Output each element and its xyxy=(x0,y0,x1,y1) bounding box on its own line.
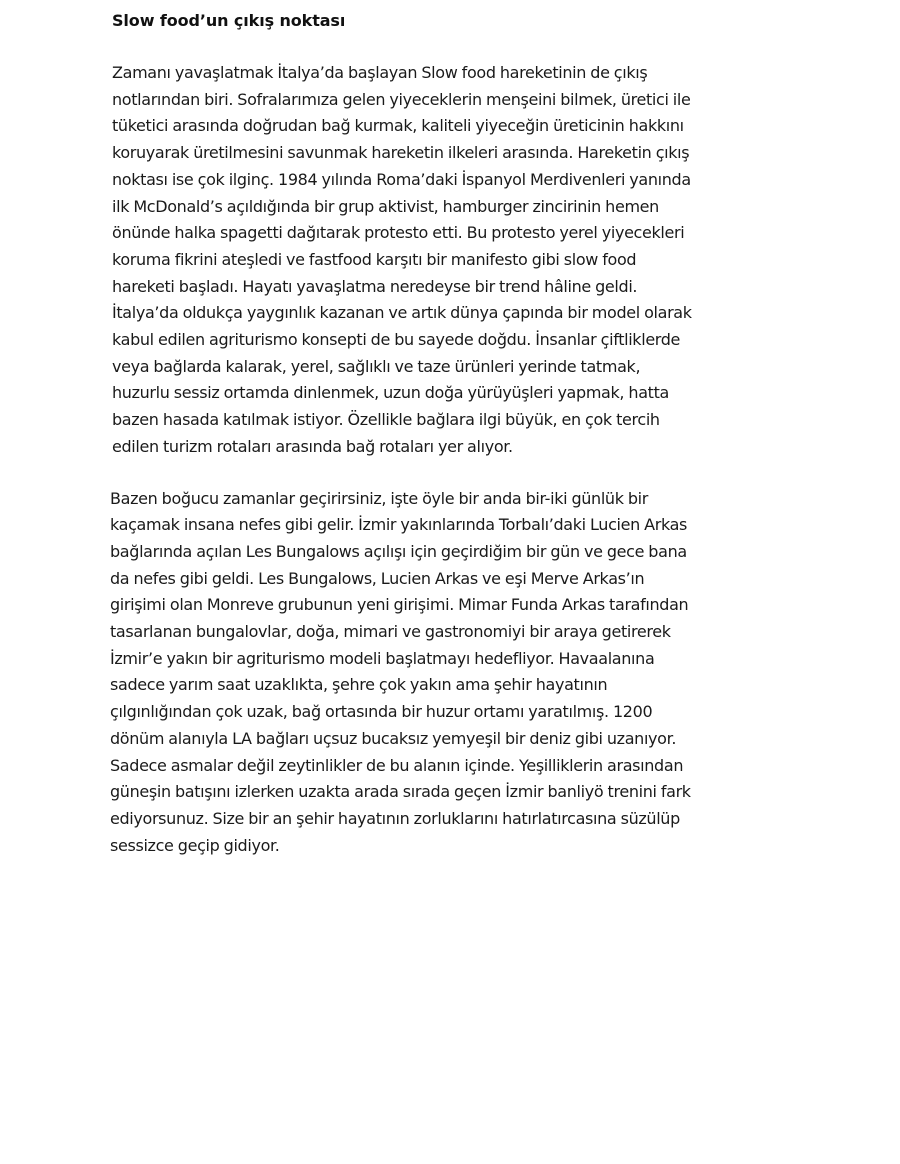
text-line: Zamanı yavaşlatmak İtalya’da başlayan Slow food hareketinin de çıkış xyxy=(112,63,648,82)
text-line: hareketi başladı. Hayatı yavaşlatma neredeyse bir trend hâline geldi. xyxy=(112,276,638,296)
text-line: girişimi olan Monreve grubunun yeni girişimi. Mimar Funda Arkas tarafından xyxy=(110,595,689,615)
text-line: koruma fikrini ateşledi ve fastfood karşıtı bir manifesto gibi slow food xyxy=(112,249,637,269)
text-line: noktası ise çok ilginç. 1984 yılında Roma’daki İspanyol Merdivenleri yanında xyxy=(112,169,691,189)
text-line: koruyarak üretilmesini savunmak hareketin ilkeleri arasında. Hareketin çıkış xyxy=(112,143,690,163)
text-line: sessizce geçip gidiyor. xyxy=(110,835,280,855)
text-line: huzurlu sessiz ortamda dinlenmek, uzun doğa yürüyüşleri yapmak, hatta xyxy=(112,383,669,403)
text-line: bazen hasada katılmak istiyor. Özellikle bağlara ilgi büyük, en çok tercih xyxy=(112,410,660,430)
text-line: notlarından biri. Sofralarımıza gelen yiyeceklerin menşeini bilmek, üretici ile xyxy=(112,89,691,109)
text-line: edilen turizm rotaları arasında bağ rotaları yer alıyor. xyxy=(112,436,513,456)
text-line: tüketici arasında doğrudan bağ kurmak, kaliteli yiyeceğin üreticinin hakkını xyxy=(112,116,684,136)
article-body xyxy=(112,8,752,859)
text-line: önünde halka spagetti dağıtarak protesto etti. Bu protesto yerel yiyecekleri xyxy=(112,223,685,243)
text-line: ilk McDonald’s açıldığında bir grup aktivist, hamburger zincirinin hemen xyxy=(112,196,659,216)
text-line: ediyorsunuz. Size bir an şehir hayatının zorluklarını hatırlatırcasına süzülüp xyxy=(110,808,680,828)
text-line: sadece yarım saat uzaklıkta, şehre çok yakın ama şehir hayatının xyxy=(110,675,608,695)
text-line: İtalya’da oldukça yaygınlık kazanan ve artık dünya çapında bir model olarak xyxy=(112,303,692,323)
text-line: kabul edilen agriturismo konsepti de bu sayede doğdu. İnsanlar çiftliklerde xyxy=(112,330,681,350)
text-line: dönüm alanıyla LA bağları uçsuz bucaksız yemyeşil bir deniz gibi uzanıyor. xyxy=(110,728,677,748)
text-line: veya bağlarda kalarak, yerel, sağlıklı ve taze ürünleri yerinde tatmak, xyxy=(112,356,641,376)
text-line: tasarlanan bungalovlar, doğa, mimari ve gastronomiyi bir araya getirerek xyxy=(110,622,671,642)
paragraph-slow-food-origin xyxy=(112,60,752,461)
text-line: güneşin batışını izlerken uzakta arada sırada geçen İzmir banliyö trenini fark xyxy=(110,782,691,802)
text-line: da nefes gibi geldi. Les Bungalows, Lucien Arkas ve eşi Merve Arkas’ın xyxy=(110,568,645,588)
text-line: Sadece asmalar değil zeytinlikler de bu alanın içinde. Yeşilliklerin arasından xyxy=(110,755,684,775)
text-line: çılgınlığından çok uzak, bağ ortasında bir huzur ortamı yaratılmış. 1200 xyxy=(110,702,653,722)
text-line: Bazen boğucu zamanlar geçirirsiniz, işte öyle bir anda bir-iki günlük bir xyxy=(110,488,648,508)
text-line: kaçamak insana nefes gibi gelir. İzmir yakınlarında Torbalı’daki Lucien Arkas xyxy=(110,515,688,535)
text-line: İzmir’e yakın bir agriturismo modeli başlatmayı hedefliyor. Havaalanına xyxy=(110,648,655,668)
section-title: Slow food’un çıkış noktası xyxy=(112,11,346,30)
text-line: bağlarında açılan Les Bungalows açılışı için geçirdiğim bir gün ve gece bana xyxy=(110,541,687,561)
paragraph-les-bungalows xyxy=(110,486,752,860)
